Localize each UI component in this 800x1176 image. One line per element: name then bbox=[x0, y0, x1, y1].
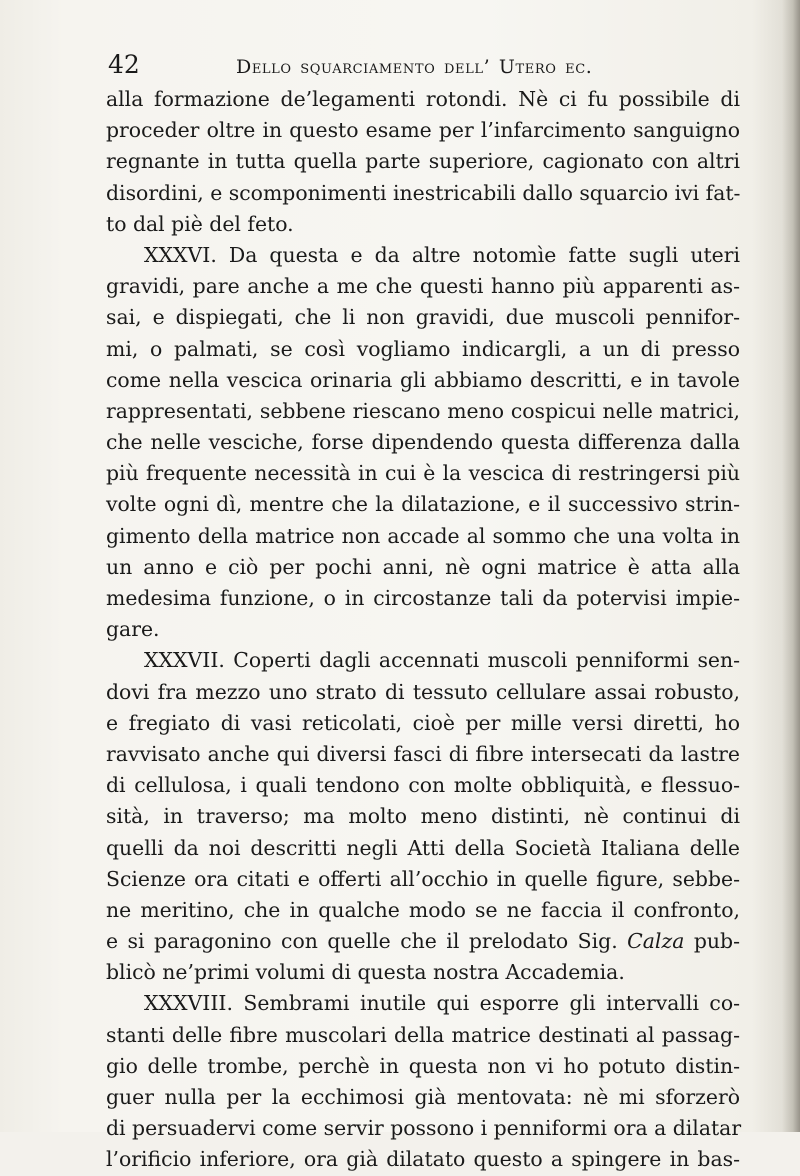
text-line: gare. bbox=[106, 617, 160, 642]
text-line: l’orificio inferiore, ora già dilatato questo a spingere in bas- bbox=[106, 1147, 740, 1172]
text-line: di cellulosa, i quali tendono con molte obbliquità, e flessuo- bbox=[106, 773, 740, 798]
text-line: e si paragonino con quelle che il prelodato Sig. Calza pub- bbox=[106, 929, 740, 954]
text-line: come nella vescica orinaria gli abbiamo descritti, e in tavole bbox=[106, 367, 740, 392]
text-line: quelli da noi descritti negli Atti della Società Italiana delle bbox=[106, 835, 740, 860]
page-edge-shadow bbox=[782, 0, 800, 1132]
text-line: regnante in tutta quella parte superiore, cagionato con altri bbox=[106, 149, 740, 174]
text-line: dovi fra mezzo uno strato di tessuto cellulare assai robusto, bbox=[106, 679, 740, 704]
text-line: di persuadervi come servir possono i penniformi ora a dilatar bbox=[106, 1116, 742, 1141]
text-line: ravvisato anche qui diversi fasci di fibre intersecati da lastre bbox=[106, 741, 740, 766]
text-line: medesima funzione, o in circostanze tali da potervisi impie- bbox=[106, 586, 740, 610]
text-line: rappresentati, sebbene riescano meno cospicui nelle matrici, bbox=[106, 398, 740, 423]
text-line: gravidi, pare anche a me che questi hanno più apparenti as- bbox=[106, 274, 740, 299]
text-line: alla formazione de’legamenti rotondi. Nè ci fu possibile di bbox=[106, 87, 740, 111]
author-name-italic: Calza bbox=[627, 929, 685, 954]
body-text bbox=[106, 84, 740, 1176]
text-line: sai, e dispiegati, che li non gravidi, due muscoli pennifor- bbox=[106, 305, 740, 330]
text-line: blicò ne’primi volumi di questa nostra Accademia. bbox=[106, 960, 625, 985]
text-line: XXXVII. Coperti dagli accennati muscoli penniformi sen- bbox=[144, 648, 740, 673]
text-line: volte ogni dì, mentre che la dilatazione, e il successivo strin- bbox=[106, 492, 740, 517]
text-line: gimento della matrice non accade al sommo che una volta in bbox=[106, 523, 740, 548]
text-line: che nelle vesciche, forse dipendendo questa differenza dalla bbox=[106, 430, 740, 455]
text-line: gio delle trombe, perchè in questa non vi ho potuto distin- bbox=[106, 1053, 740, 1078]
text-line: più frequente necessità in cui è la vescica di restringersi più bbox=[106, 461, 740, 486]
text-line: sità, in traverso; ma molto meno distinti, nè continui di bbox=[106, 804, 740, 829]
running-title: Dello squarciamento dell’ Utero ec. bbox=[236, 56, 593, 78]
text-line: to dal piè del feto. bbox=[106, 211, 294, 236]
text-line: guer nulla per la ecchimosi già mentovata: nè mi sforzerò bbox=[106, 1085, 740, 1109]
text-line: e fregiato di vasi reticolati, cioè per mille versi diretti, ho bbox=[106, 710, 740, 735]
text-line: proceder oltre in questo esame per l’infarcimento sanguigno bbox=[106, 118, 740, 143]
text-line: Scienze ora citati e offerti all’occhio in quelle figure, sebbe- bbox=[106, 866, 740, 891]
text-line: un anno e ciò per pochi anni, nè ogni matrice è atta alla bbox=[106, 554, 740, 579]
text-line: mi, o palmati, se così vogliamo indicargli, a un di presso bbox=[106, 336, 740, 361]
text-line: ne meritino, che in qualche modo se ne faccia il confronto, bbox=[106, 897, 740, 922]
text-line: stanti delle fibre muscolari della matrice destinati al passag- bbox=[106, 1022, 740, 1047]
text-line: XXXVIII. Sembrami inutile qui esporre gli intervalli co- bbox=[144, 991, 740, 1016]
text-line: XXXVI. Da questa e da altre notomìe fatte sugli uteri bbox=[144, 242, 740, 267]
page-number: 42 bbox=[108, 50, 140, 79]
page-header bbox=[108, 50, 748, 84]
text-line: disordini, e scomponimenti inestricabili dallo squarcio ivi fat- bbox=[106, 180, 741, 205]
